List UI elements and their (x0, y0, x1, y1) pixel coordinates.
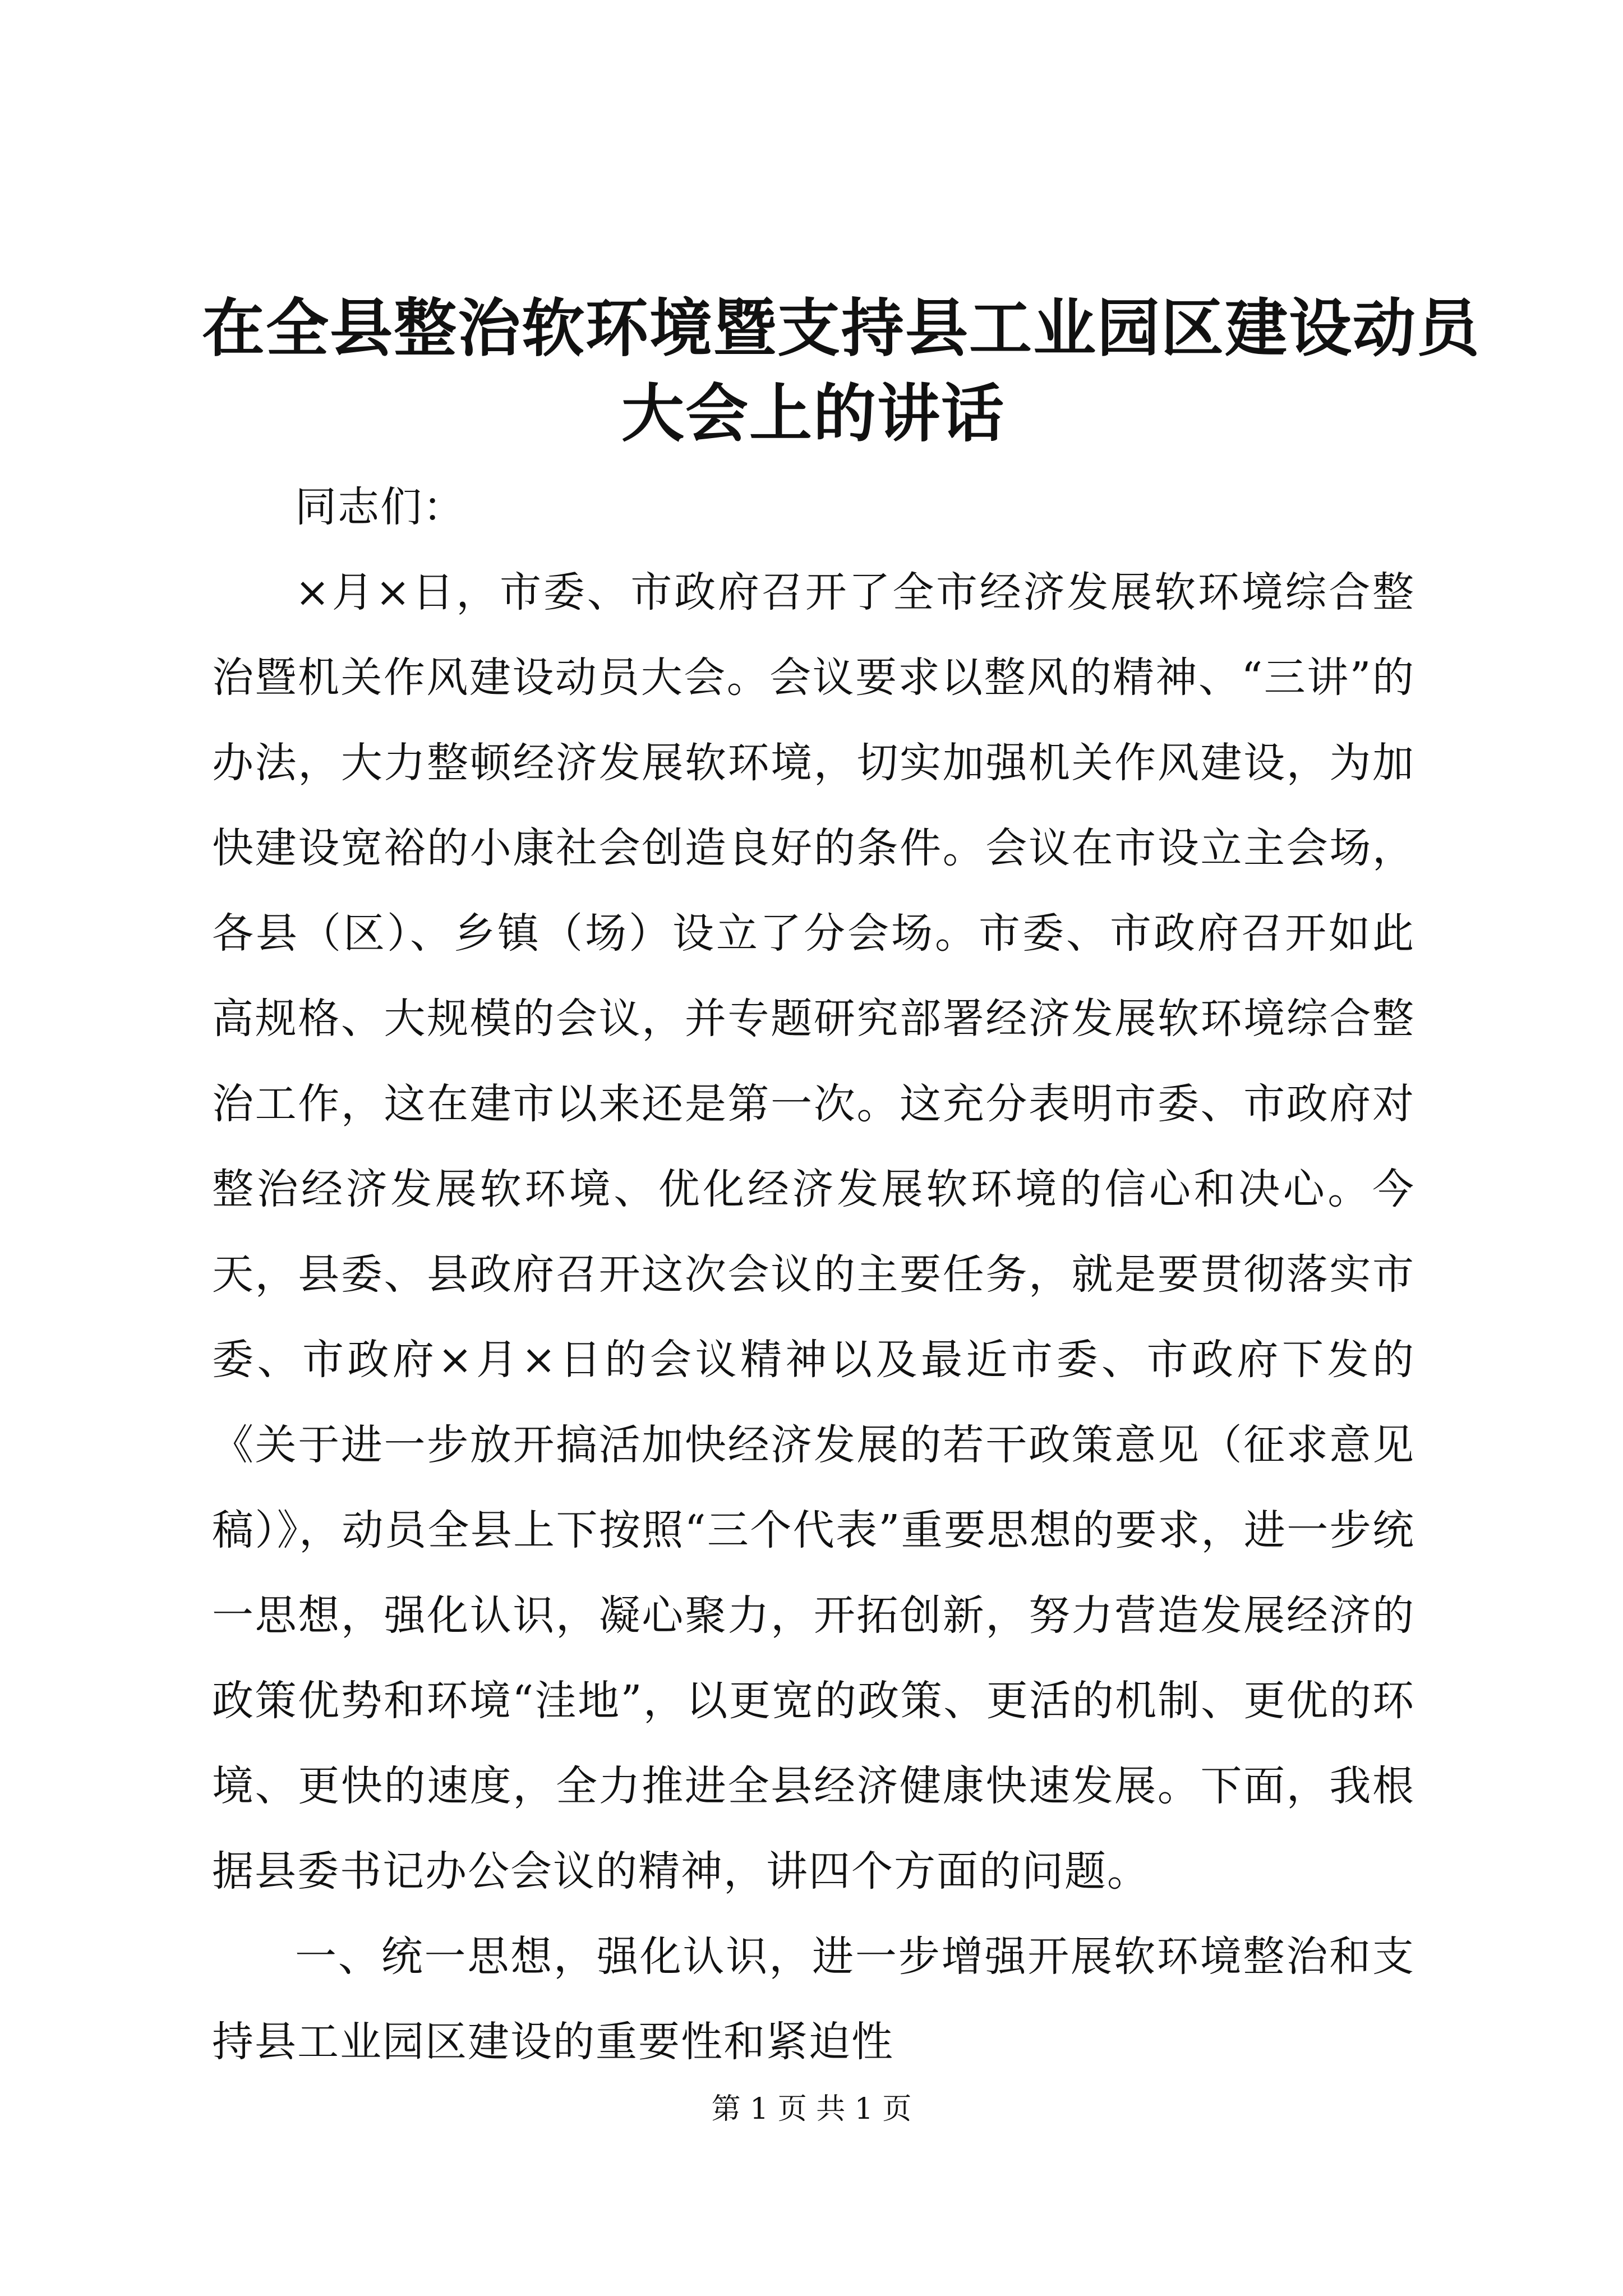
title-line-2: 大会上的讲话 (621, 377, 1005, 450)
document-body (212, 464, 1415, 2085)
document-title (202, 286, 1481, 457)
section-heading-1: 一、统一思想，强化认识，进一步增强开展软环境整治和支持县工业园区建设的重要性和紧迫性 (212, 1932, 1415, 2066)
page-footer: 第 1 页 共 1 页 (711, 2092, 912, 2126)
salutation: 同志们： (295, 483, 465, 531)
paragraph-intro: ×月×日，市委、市政府召开了全市经济发展软环境综合整治暨机关作风建设动员大会。会议要求以整风的精神、“三讲”的办法，大力整顿经济发展软环境，切实加强机关作风建设，为加快建设宽裕的小康社会创造良好的条件。会议在市设立主会场，各县（区）、乡镇（场）设立了分会场。市委、市政府召开如此高规格、大规模的会议，并专题研究部署经济发展软环境综合整治工作，这在建市以来还是第一次。这充分表明市委、市政府对整治经济发展软环境、优化经济发展软环境的信心和决心。今天，县委、县政府召开这次会议的主要任务，就是要贯彻落实市委、市政府×月×日的会议精神以及最近市委、市政府下发的《关于进一步放开搞活加快经济发展的若干政策意见（征求意见稿）》，动员全县上下按照“三个代表”重要思想的要求，进一步统一思想，强化认识，凝心聚力，开拓创新，努力营造发展经济的政策优势和环境“洼地”，以更宽的政策、更活的机制、更优的环境、更快的速度，全力推进全县经济健康快速发展。下面，我根据县委书记办公会议的精神，讲四个方面的问题。 (212, 568, 1415, 1895)
title-line-1: 在全县整治软环境暨支持县工业园区建设动员 (202, 292, 1481, 365)
